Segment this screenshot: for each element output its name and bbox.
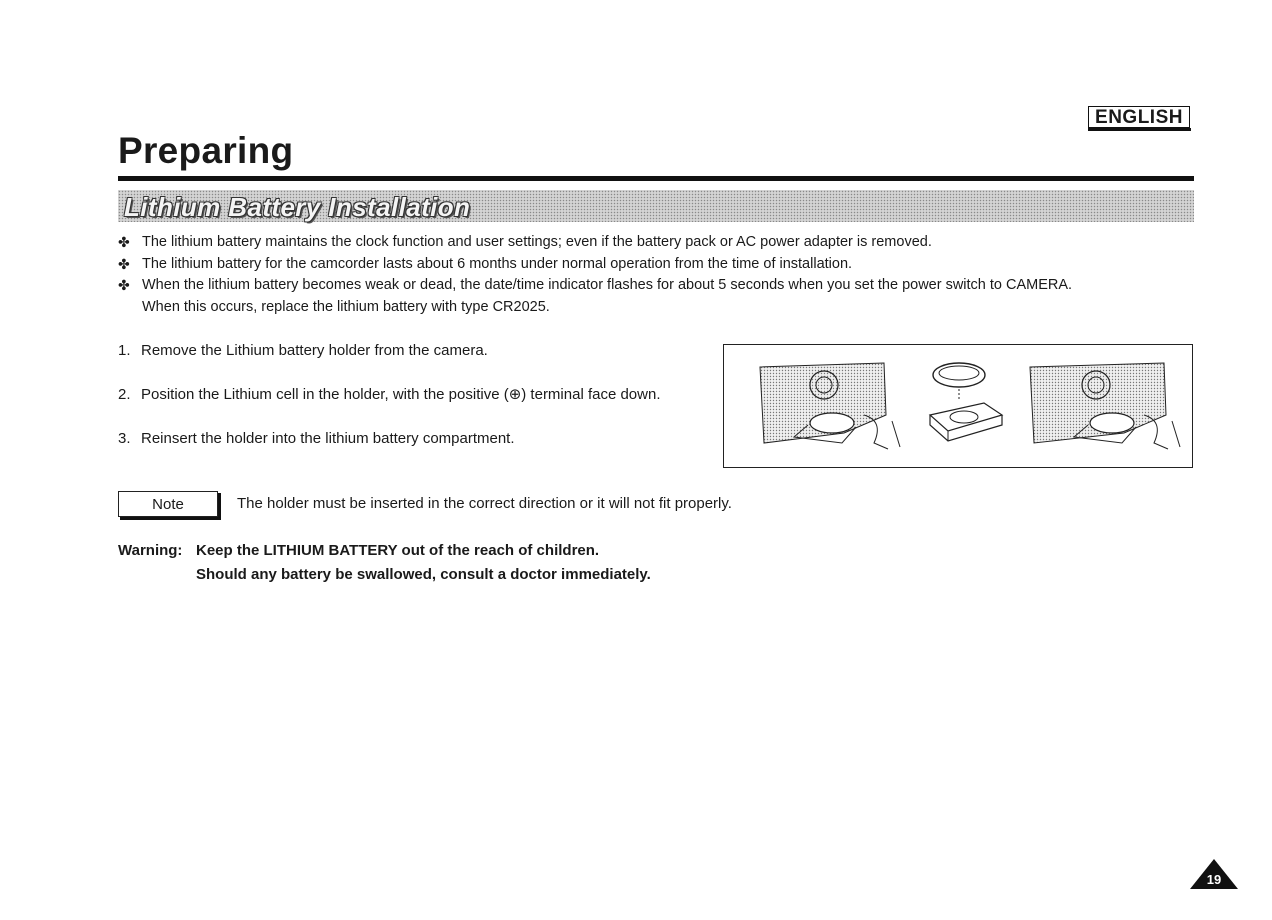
bullet-item xyxy=(118,254,1198,276)
installation-illustration xyxy=(723,344,1193,468)
step-text: Remove the Lithium battery holder from the camera. xyxy=(141,342,488,359)
language-label: ENGLISH xyxy=(1095,106,1183,128)
section-heading: Lithium Battery Installation xyxy=(124,192,471,222)
bullet-text: When the lithium battery becomes weak or dead, the date/time indicator flashes for about 5 seconds when you set the power switch to CAMERA. xyxy=(142,277,1073,293)
step-number: 3. xyxy=(118,430,131,447)
bullet-text: The lithium battery maintains the clock function and user settings; even if the battery pack or AC power adapter is removed. xyxy=(142,234,932,250)
step-text: Position the Lithium cell in the holder, with the positive (⊕) terminal face down. xyxy=(141,386,661,403)
info-bullet-list xyxy=(118,232,1198,318)
page-number: 19 xyxy=(1206,872,1222,887)
remove-holder-icon xyxy=(760,363,900,449)
bullet-item xyxy=(118,232,1198,254)
warning-label: Warning: xyxy=(118,542,183,559)
warning-block xyxy=(118,539,651,587)
bullet-icon: ✤ xyxy=(118,277,130,293)
battery-installation-drawing xyxy=(724,345,1194,469)
bullet-continuation: When this occurs, replace the lithium battery with type CR2025. xyxy=(142,298,550,315)
step-number: 2. xyxy=(118,386,131,403)
step-text: Reinsert the holder into the lithium battery compartment. xyxy=(141,430,515,447)
lithium-cell-icon xyxy=(930,363,1002,441)
step-item xyxy=(118,341,661,385)
language-badge xyxy=(1088,106,1190,128)
note-text: The holder must be inserted in the correct direction or it will not fit properly. xyxy=(237,495,732,512)
installation-steps xyxy=(118,341,661,473)
page-title: Preparing xyxy=(118,130,294,171)
step-item xyxy=(118,429,661,473)
warning-line-1: Keep the LITHIUM BATTERY out of the reach of children. xyxy=(196,542,600,559)
step-number: 1. xyxy=(118,342,131,359)
bullet-icon: ✤ xyxy=(118,255,130,272)
bullet-text: The lithium battery for the camcorder lasts about 6 months under normal operation from the time of installation. xyxy=(142,255,853,272)
title-divider xyxy=(118,176,1194,181)
page-number-badge xyxy=(1189,858,1239,890)
warning-line-2: Should any battery be swallowed, consult a doctor immediately. xyxy=(196,566,651,583)
step-item xyxy=(118,385,661,429)
bullet-item xyxy=(118,275,1198,318)
bullet-icon: ✤ xyxy=(118,234,130,250)
reinsert-holder-icon xyxy=(1030,363,1180,449)
note-label: Note xyxy=(152,495,184,513)
note-label-box xyxy=(118,491,218,517)
